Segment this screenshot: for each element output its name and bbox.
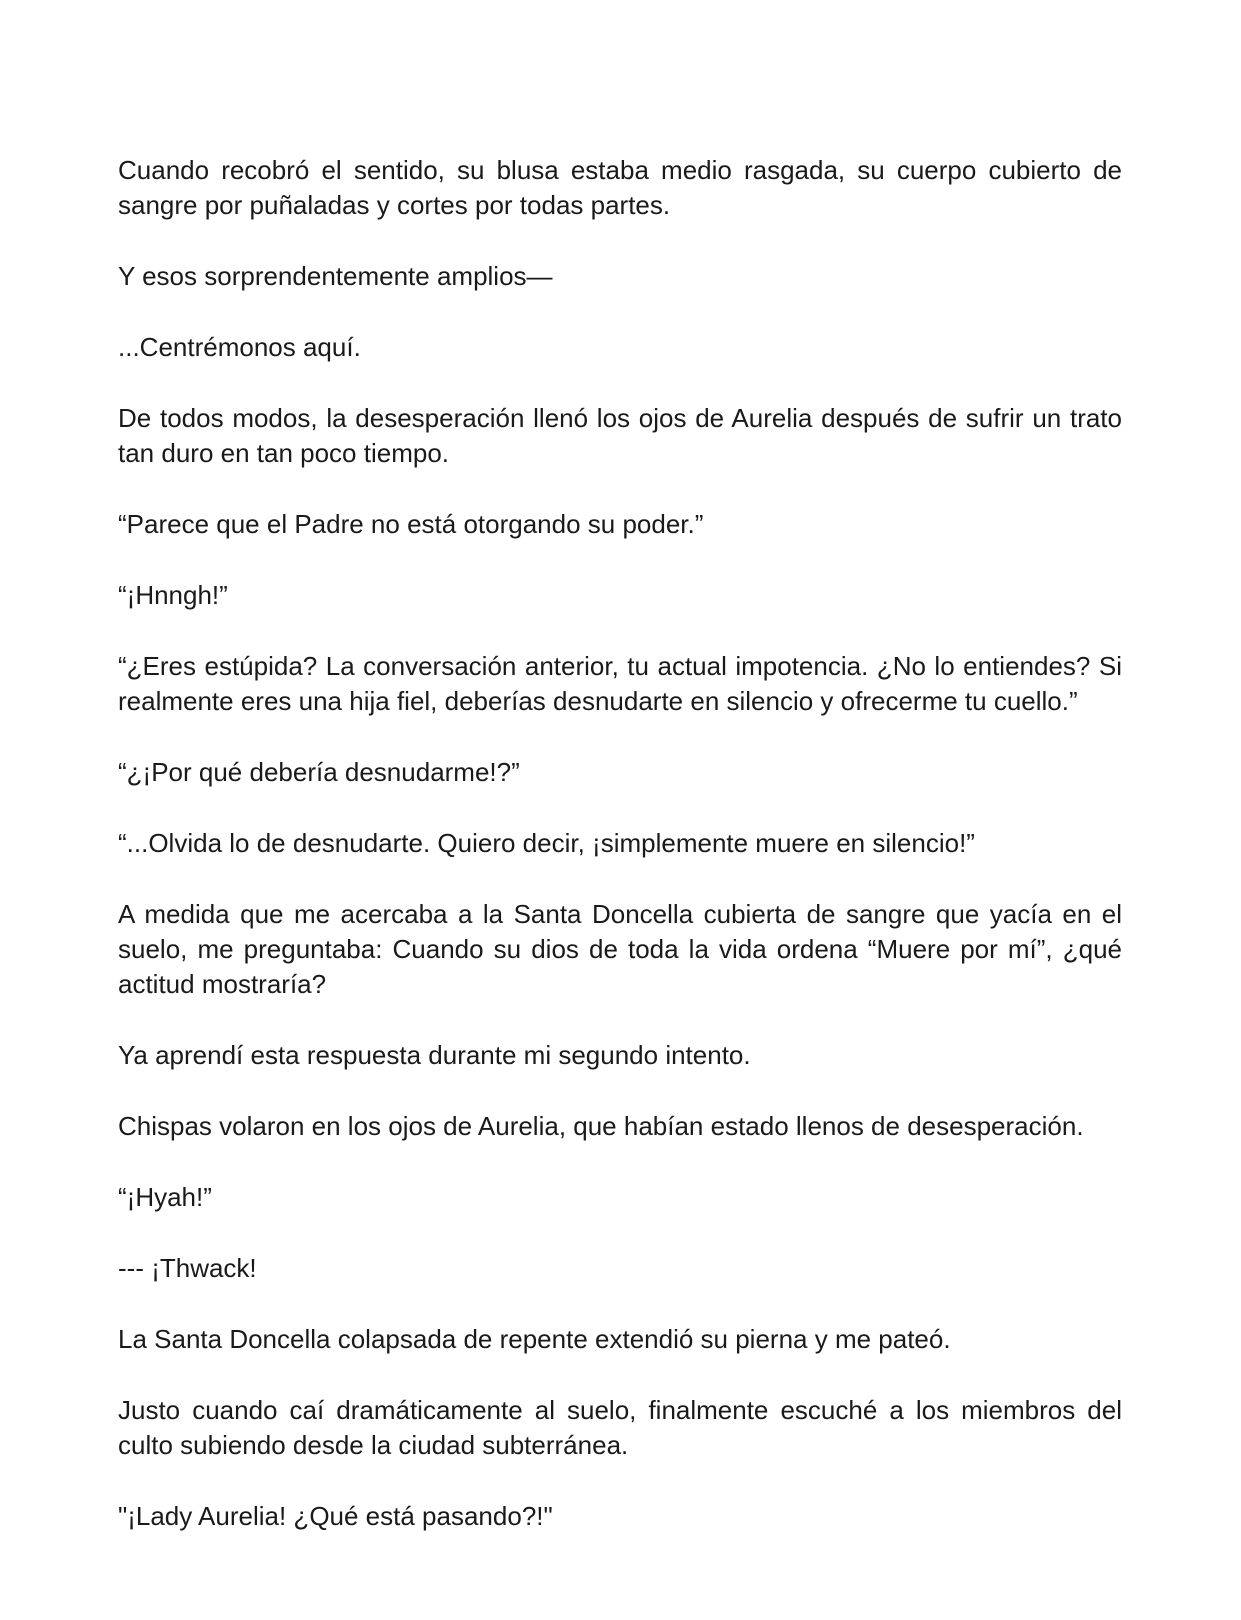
dialogue-line: “...Olvida lo de desnudarte. Quiero decir, ¡simplemente muere en silencio!”	[118, 828, 975, 858]
dialogue-line: “¿¡Por qué debería desnudarme!?”	[118, 757, 520, 787]
dialogue-line: “Parece que el Padre no está otorgando su poder.”	[118, 509, 704, 539]
dialogue-line: "¡Lady Aurelia! ¿Qué está pasando?!"	[118, 1501, 553, 1531]
dialogue-line: “¡Hyah!”	[118, 1182, 212, 1212]
paragraph: Justo cuando caí dramáticamente al suelo, finalmente escuché a los miembros del culto subiendo desde la ciudad subterránea.	[118, 1395, 1122, 1460]
paragraph: Y esos sorprendentemente amplios—	[118, 261, 553, 291]
paragraph: Ya aprendí esta respuesta durante mi segundo intento.	[118, 1040, 751, 1070]
paragraph: Chispas volaron en los ojos de Aurelia, que habían estado llenos de desesperación.	[118, 1111, 1084, 1141]
dialogue-line: “¿Eres estúpida? La conversación anterior, tu actual impotencia. ¿No lo entiendes? Si realmente eres una hija fiel, deberías desnudarte en silencio y ofrecerme tu cuello.”	[118, 651, 1122, 716]
paragraph: ...Centrémonos aquí.	[118, 332, 361, 362]
sound-effect-line: --- ¡Thwack!	[118, 1253, 257, 1283]
paragraph: A medida que me acercaba a la Santa Doncella cubierta de sangre que yacía en el suelo, me preguntaba: Cuando su dios de toda la vida ordena “Muere por mí”, ¿qué actitud mostraría?	[118, 899, 1122, 999]
paragraph: De todos modos, la desesperación llenó los ojos de Aurelia después de sufrir un trato tan duro en tan poco tiempo.	[118, 403, 1122, 468]
paragraph: Cuando recobró el sentido, su blusa estaba medio rasgada, su cuerpo cubierto de sangre por puñaladas y cortes por todas partes.	[118, 155, 1122, 220]
dialogue-line: “¡Hnngh!”	[118, 580, 228, 610]
page-body	[118, 153, 1122, 1570]
paragraph: La Santa Doncella colapsada de repente extendió su pierna y me pateó.	[118, 1324, 951, 1354]
